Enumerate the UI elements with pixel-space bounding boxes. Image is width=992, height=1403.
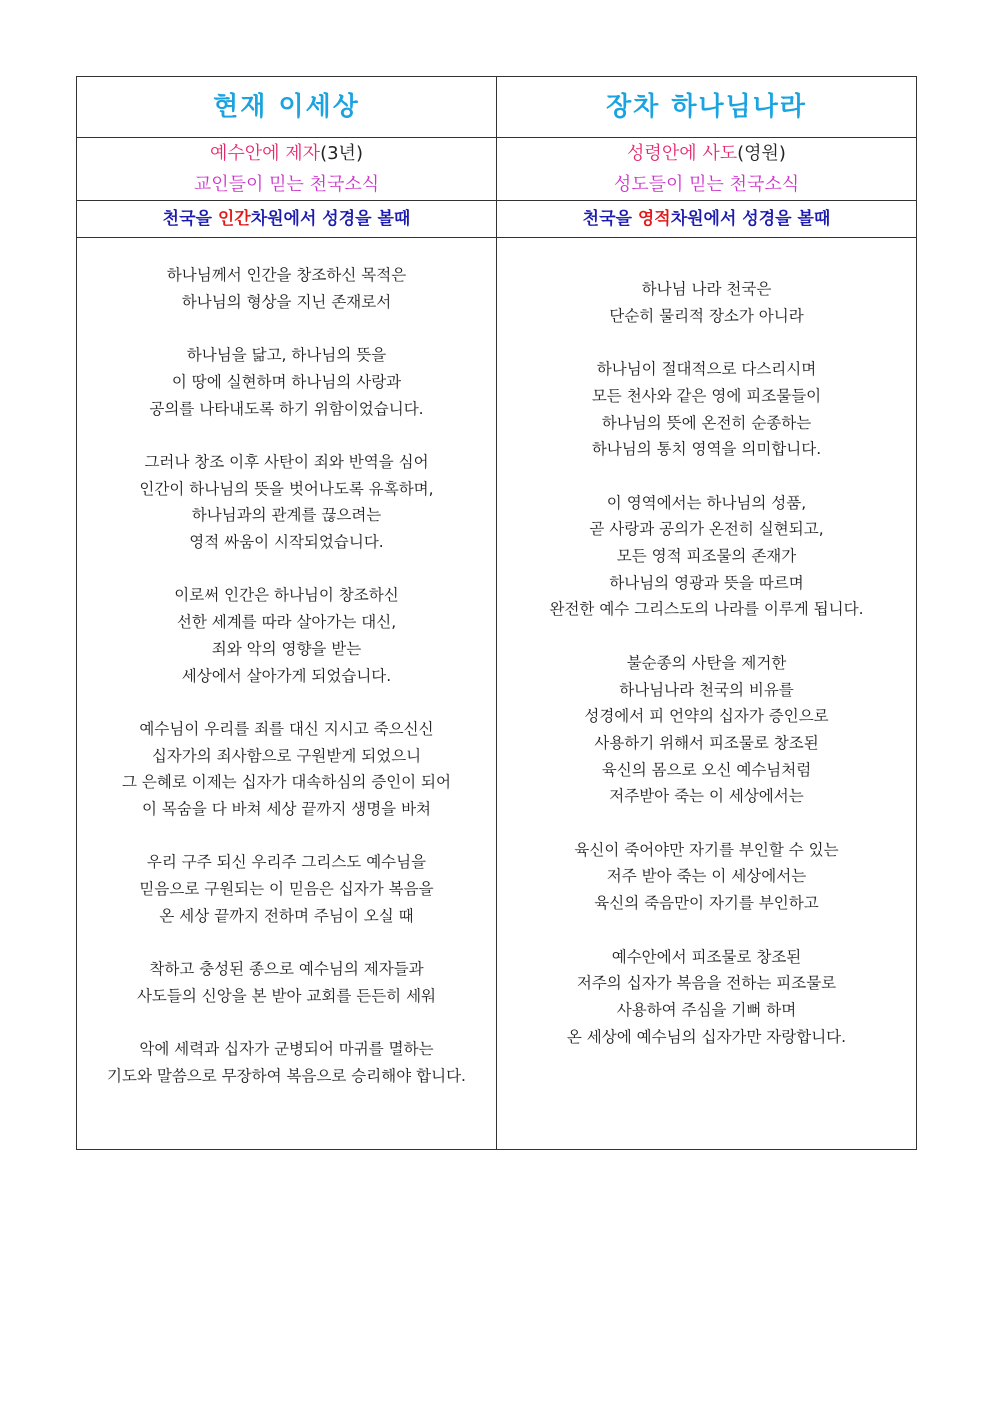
left-paragraph-line: 예수님이 우리를 죄를 대신 지시고 죽으신신 — [139, 719, 434, 738]
left-paragraph — [77, 956, 496, 1009]
left-paragraph-line: 하나님의 형상을 지닌 존재로서 — [181, 292, 392, 311]
right-paragraph-line: 사용하기 위해서 피조물로 창조된 — [594, 733, 819, 752]
left-paragraph-line: 우리 구주 되신 우리주 그리스도 예수님을 — [146, 853, 427, 872]
left-paragraph-line: 공의를 나타내도록 하기 위함이었습니다. — [149, 399, 424, 418]
left-paragraph-line: 착하고 충성된 종으로 예수님의 제자들과 — [149, 960, 424, 979]
left-paragraph — [77, 849, 496, 929]
left-paragraph-line: 이 목숨을 다 바쳐 세상 끝까지 생명을 바쳐 — [141, 800, 432, 818]
right-paragraph-line: 저주의 십자가 복음을 전하는 피조물로 — [576, 974, 837, 993]
right-subtitle-1-paren: (영원) — [737, 143, 786, 164]
left-paragraph-line: 사도들의 신앙을 본 받아 교회를 든든히 세워 — [136, 986, 437, 1005]
left-paragraph — [77, 262, 496, 315]
right-paragraph-line: 곧 사랑과 공의가 온전히 실현되고, — [589, 520, 824, 539]
left-paragraph-line: 죄와 악의 영향을 받는 — [211, 639, 362, 658]
right-paragraph-line: 육신의 몸으로 오신 예수님처럼 — [601, 760, 812, 779]
right-heading-highlight: 영적 — [637, 209, 671, 229]
left-title-cell — [77, 77, 497, 138]
right-paragraph-line: 육신이 죽어야만 자기를 부인할 수 있는 — [574, 840, 839, 859]
left-subtitle-2: 교인들이 믿는 천국소식 — [193, 174, 380, 195]
right-paragraph — [497, 356, 916, 463]
right-paragraph-line: 사용하여 주심을 기뻐 하며 — [616, 1000, 797, 1019]
left-body-text — [77, 262, 496, 1090]
right-heading-post: 차원에서 성경을 볼때 — [670, 209, 831, 229]
right-paragraph-line: 모든 영적 피조물의 존재가 — [616, 547, 797, 565]
left-paragraph-line: 이로써 인간은 하나님이 창조하신 — [174, 586, 399, 605]
left-heading-pre: 천국을 — [162, 209, 218, 229]
right-paragraph-line: 온 세상에 예수님의 십자가만 자랑합니다. — [566, 1027, 847, 1046]
right-body-cell — [497, 238, 917, 1150]
right-paragraph-line: 이 영역에서는 하나님의 성품, — [606, 493, 807, 512]
right-paragraph-line: 성경에서 피 언약의 십자가 증인으로 — [584, 707, 829, 726]
right-paragraph-line: 하나님이 절대적으로 다스리시며 — [596, 360, 817, 379]
right-subtitle-1 — [497, 138, 916, 169]
right-paragraph — [497, 837, 916, 917]
left-heading-post: 차원에서 성경을 볼때 — [250, 209, 411, 229]
left-heading-cell — [77, 201, 497, 238]
right-paragraph — [497, 276, 916, 329]
right-paragraph-line: 저주 받아 죽는 이 세상에서는 — [606, 867, 807, 886]
left-paragraph-line: 그러나 창조 이후 사탄이 죄와 반역을 심어 — [144, 452, 429, 471]
left-paragraph — [77, 716, 496, 823]
left-paragraph-line: 기도와 말씀으로 무장하여 복음으로 승리해야 합니다. — [107, 1066, 466, 1085]
left-paragraph-line: 악에 세력과 십자가 군병되어 마귀를 멸하는 — [139, 1040, 434, 1059]
left-paragraph-line: 이 땅에 실현하며 하나님의 사랑과 — [171, 372, 402, 391]
right-paragraph — [497, 490, 916, 624]
right-paragraph-line: 저주받아 죽는 이 세상에서는 — [609, 787, 804, 806]
left-subtitle-1 — [77, 138, 496, 169]
left-paragraph-line: 온 세상 끝까지 전하며 주님이 오실 때 — [159, 906, 414, 925]
left-title: 현재 이세상 — [213, 92, 360, 122]
left-paragraph-line: 하나님을 닮고, 하나님의 뜻을 — [186, 346, 387, 365]
left-paragraph-line: 하나님과의 관계를 끊으려는 — [191, 506, 382, 525]
left-paragraph-line: 십자가의 죄사함으로 구원받게 되었으니 — [151, 746, 422, 765]
right-heading-cell — [497, 201, 917, 238]
right-heading-pre: 천국을 — [582, 209, 638, 229]
left-paragraph-line: 믿음으로 구원되는 이 믿음은 십자가 복음을 — [139, 880, 434, 899]
right-paragraph-line: 불순종의 사탄을 제거한 — [626, 653, 787, 672]
comparison-table — [76, 76, 917, 1150]
right-paragraph — [497, 944, 916, 1051]
left-subtitle-1-main: 예수안에 제자 — [210, 143, 321, 164]
right-paragraph-line: 하나님나라 천국의 비유를 — [619, 680, 794, 699]
left-paragraph-line: 그 은혜로 이제는 십자가 대속하심의 증인이 되어 — [121, 773, 452, 792]
left-paragraph-line: 선한 세계를 따라 살아가는 대신, — [176, 613, 397, 632]
left-subtitle-cell — [77, 138, 497, 201]
left-paragraph-line: 하나님께서 인간을 창조하신 목적은 — [166, 266, 407, 284]
left-paragraph-line: 인간이 하나님의 뜻을 벗어나도록 유혹하며, — [139, 479, 434, 498]
right-subtitle-1-main: 성령안에 사도 — [627, 143, 738, 164]
left-paragraph-line: 세상에서 살아가게 되었습니다. — [181, 666, 392, 685]
right-paragraph-line: 완전한 예수 그리스도의 나라를 이루게 됩니다. — [549, 600, 864, 619]
right-paragraph-line: 하나님 나라 천국은 — [641, 280, 772, 298]
right-paragraph-line: 육신의 죽음만이 자기를 부인하고 — [594, 894, 819, 913]
left-paragraph — [77, 582, 496, 689]
right-body-text — [497, 276, 916, 1050]
right-title-cell — [497, 77, 917, 138]
right-paragraph-line: 예수안에서 피조물로 창조된 — [611, 947, 802, 966]
right-paragraph-line: 모든 천사와 같은 영에 피조물들이 — [591, 386, 822, 405]
right-paragraph-line: 하나님의 영광과 뜻을 따르며 — [609, 573, 804, 592]
right-paragraph-line: 하나님의 뜻에 온전히 순종하는 — [601, 413, 812, 432]
right-paragraph-line: 단순히 물리적 장소가 아니라 — [609, 306, 804, 325]
left-paragraph — [77, 1036, 496, 1089]
right-subtitle-2: 성도들이 믿는 천국소식 — [613, 174, 800, 195]
right-heading — [497, 201, 916, 237]
left-body-cell — [77, 238, 497, 1150]
left-paragraph — [77, 342, 496, 422]
left-heading — [77, 201, 496, 237]
left-heading-highlight: 인간 — [217, 209, 251, 229]
right-paragraph — [497, 650, 916, 810]
left-paragraph-line: 영적 싸움이 시작되었습니다. — [189, 533, 384, 551]
left-paragraph — [77, 449, 496, 556]
right-title: 장차 하나님나라 — [606, 92, 807, 122]
right-subtitle-cell — [497, 138, 917, 201]
right-paragraph-line: 하나님의 통치 영역을 의미합니다. — [591, 440, 822, 459]
left-subtitle-1-paren: (3년) — [320, 143, 363, 164]
